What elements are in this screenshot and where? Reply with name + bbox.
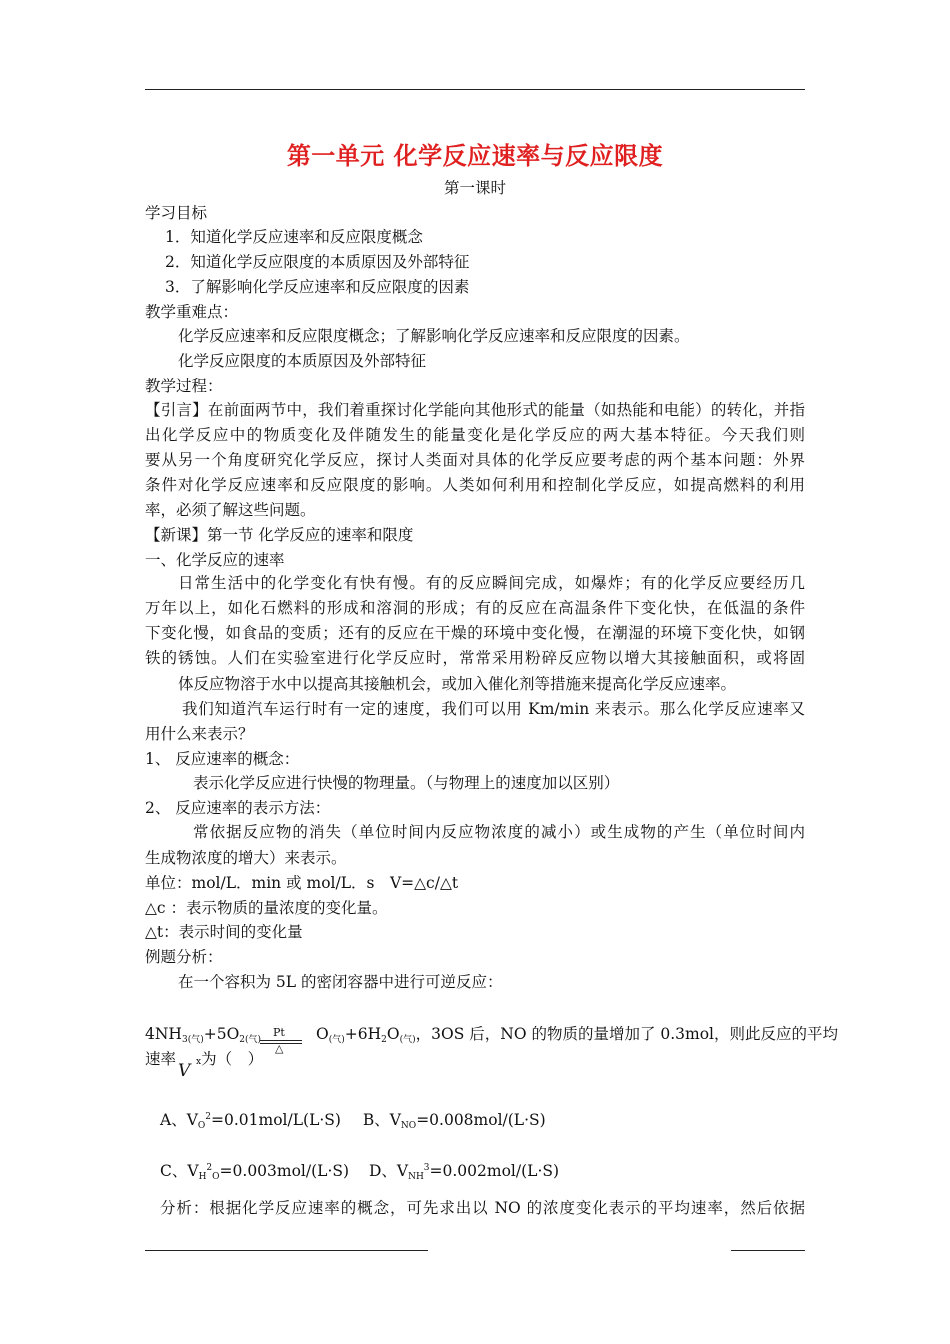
- question-line: [145, 1049, 263, 1072]
- eq-no-sub: (气): [328, 1035, 345, 1045]
- eq-o2-sub: 2(气): [239, 1035, 262, 1045]
- option-a: A、V: [160, 1111, 198, 1130]
- goal-item: 2．知道化学反应限度的本质原因及外部特征: [165, 253, 470, 271]
- page-title: 第一单元 化学反应速率与反应限度: [286, 141, 664, 170]
- delta-t-line: △t：表示时间的变化量: [145, 923, 303, 941]
- catalyst-label: Pt: [273, 1026, 285, 1039]
- intro-line: 率，必须了解这些问题。: [145, 501, 316, 519]
- unit-line: 单位：mol/L．min 或 mol/L．s V=△c/△t: [145, 874, 459, 892]
- keypoints-line: 化学反应速率和反应限度概念；了解影响化学反应速率和反应限度的因素。: [178, 327, 690, 345]
- para-line: 体反应物溶于水中以提高其接触机会，或加入催化剂等措施来提高化学反应速率。: [178, 675, 737, 693]
- new-lesson: 【新课】第一节 化学反应的速率和限度: [145, 526, 414, 544]
- option-d: D、V: [368, 1162, 409, 1181]
- question-x: x: [196, 1057, 202, 1067]
- question-paren: 为（ ）: [201, 1050, 264, 1068]
- footer-rule-left: [145, 1250, 428, 1251]
- option-row-1: A、$V_O^2=0.01mol/L(L\cdot S)$ B、$V_{NO}=0.008mol/(L\cdot S)$: [160, 1111, 546, 1132]
- concept-heading: 1、 反应速率的概念：: [145, 750, 300, 768]
- para-line: 用什么来表示？: [145, 725, 254, 743]
- page-subtitle: 第一课时: [443, 179, 506, 197]
- para-line: 日常生活中的化学变化有快有慢。有的反应瞬间完成，如爆炸；有的化学反应要经历几: [178, 574, 805, 592]
- eq-nh3: 4NH: [145, 1025, 182, 1043]
- delta-c-line: △c ：表示物质的量浓度的变化量。: [145, 899, 388, 917]
- eq-o2: +5O: [203, 1025, 240, 1043]
- analysis-line: 分析：根据化学反应速率的概念，可先求出以 NO 的浓度变化表示的平均速率，然后依据: [160, 1199, 805, 1217]
- heat-label: △: [275, 1042, 284, 1055]
- option-b: B、V: [362, 1111, 401, 1130]
- keypoints-heading: 教学重难点：: [145, 303, 239, 321]
- header-rule: [145, 89, 805, 90]
- eq-no-fragment: O: [316, 1025, 329, 1043]
- example-intro: 在一个容积为 5L 的密闭容器中进行可逆反应：: [178, 973, 503, 991]
- eq-h2o-state: (气): [399, 1035, 416, 1045]
- goals-heading: 学习目标: [145, 204, 208, 222]
- question-label: 速率: [145, 1050, 177, 1068]
- intro-line: 出化学反应中的物质变化及伴随发生的能量变化是化学反应的两大基本特征。今天我们则: [145, 426, 805, 444]
- eq-h2o: +6H: [344, 1025, 382, 1043]
- v-symbol: V: [178, 1061, 191, 1081]
- intro-line: 条件对化学反应速率和反应限度的影响。人类如何利用和控制化学反应，如提高燃料的利用: [145, 476, 805, 494]
- para-line: 我们知道汽车运行时有一定的速度，我们可以用 Km/min 来表示。那么化学反应速率又: [182, 700, 805, 718]
- method-heading: 2、 反应速率的表示方法：: [145, 799, 331, 817]
- eq-h2o-o: O: [386, 1025, 400, 1043]
- option-row-2: C、$V_H^2_O=0.003mol/(L\cdot S)$ D、$V_{NH}^3=0.002mol/(L\cdot S)$: [160, 1162, 560, 1183]
- eq-nh3-sub: 3(气): [181, 1035, 204, 1045]
- para-line: 下变化慢，如食品的变质；还有的反应在干燥的环境中变化慢，在潮湿的环境下变化快，如钢: [145, 624, 805, 642]
- eq-h2o-sub: 2: [381, 1035, 387, 1045]
- reaction-equation: [145, 1024, 838, 1050]
- option-c: C、V: [160, 1162, 199, 1181]
- footer-rule-right: [731, 1250, 805, 1251]
- para-line: 铁的锈蚀。人们在实验室进行化学反应时，常常采用粉碎反应物以增大其接触面积，或将固: [145, 649, 805, 667]
- eq-tail: ，3OS 后，NO 的物质的量增加了 0.3mol，则此反应的平均: [415, 1025, 839, 1043]
- concept-text: 表示化学反应进行快慢的物理量。（与物理上的速度加以区别）: [193, 774, 620, 792]
- intro-line: 【引言】在前面两节中，我们着重探讨化学能向其他形式的能量（如热能和电能）的转化，并指: [145, 401, 805, 419]
- keypoints-line: 化学反应限度的本质原因及外部特征: [178, 352, 427, 370]
- catalyst-arrow: [258, 1026, 304, 1054]
- method-text: 常依据反应物的消失（单位时间内反应物浓度的减小）或生成物的产生（单位时间内: [193, 823, 805, 841]
- method-text: 生成物浓度的增大）来表示。: [145, 849, 347, 867]
- intro-line: 要从另一个角度研究化学反应，探讨人类面对具体的化学反应要考虑的两个基本问题：外界: [145, 451, 805, 469]
- para-line: 万年以上，如化石燃料的形成和溶洞的形成；有的反应在高温条件下变化快，在低温的条件: [145, 599, 805, 617]
- example-heading: 例题分析：: [145, 948, 223, 966]
- section-heading: 一、化学反应的速率: [145, 551, 285, 569]
- goal-item: 1．知道化学反应速率和反应限度概念: [165, 228, 423, 246]
- process-heading: 教学过程：: [145, 377, 223, 395]
- goal-item: 3．了解影响化学反应速率和反应限度的因素: [165, 278, 470, 296]
